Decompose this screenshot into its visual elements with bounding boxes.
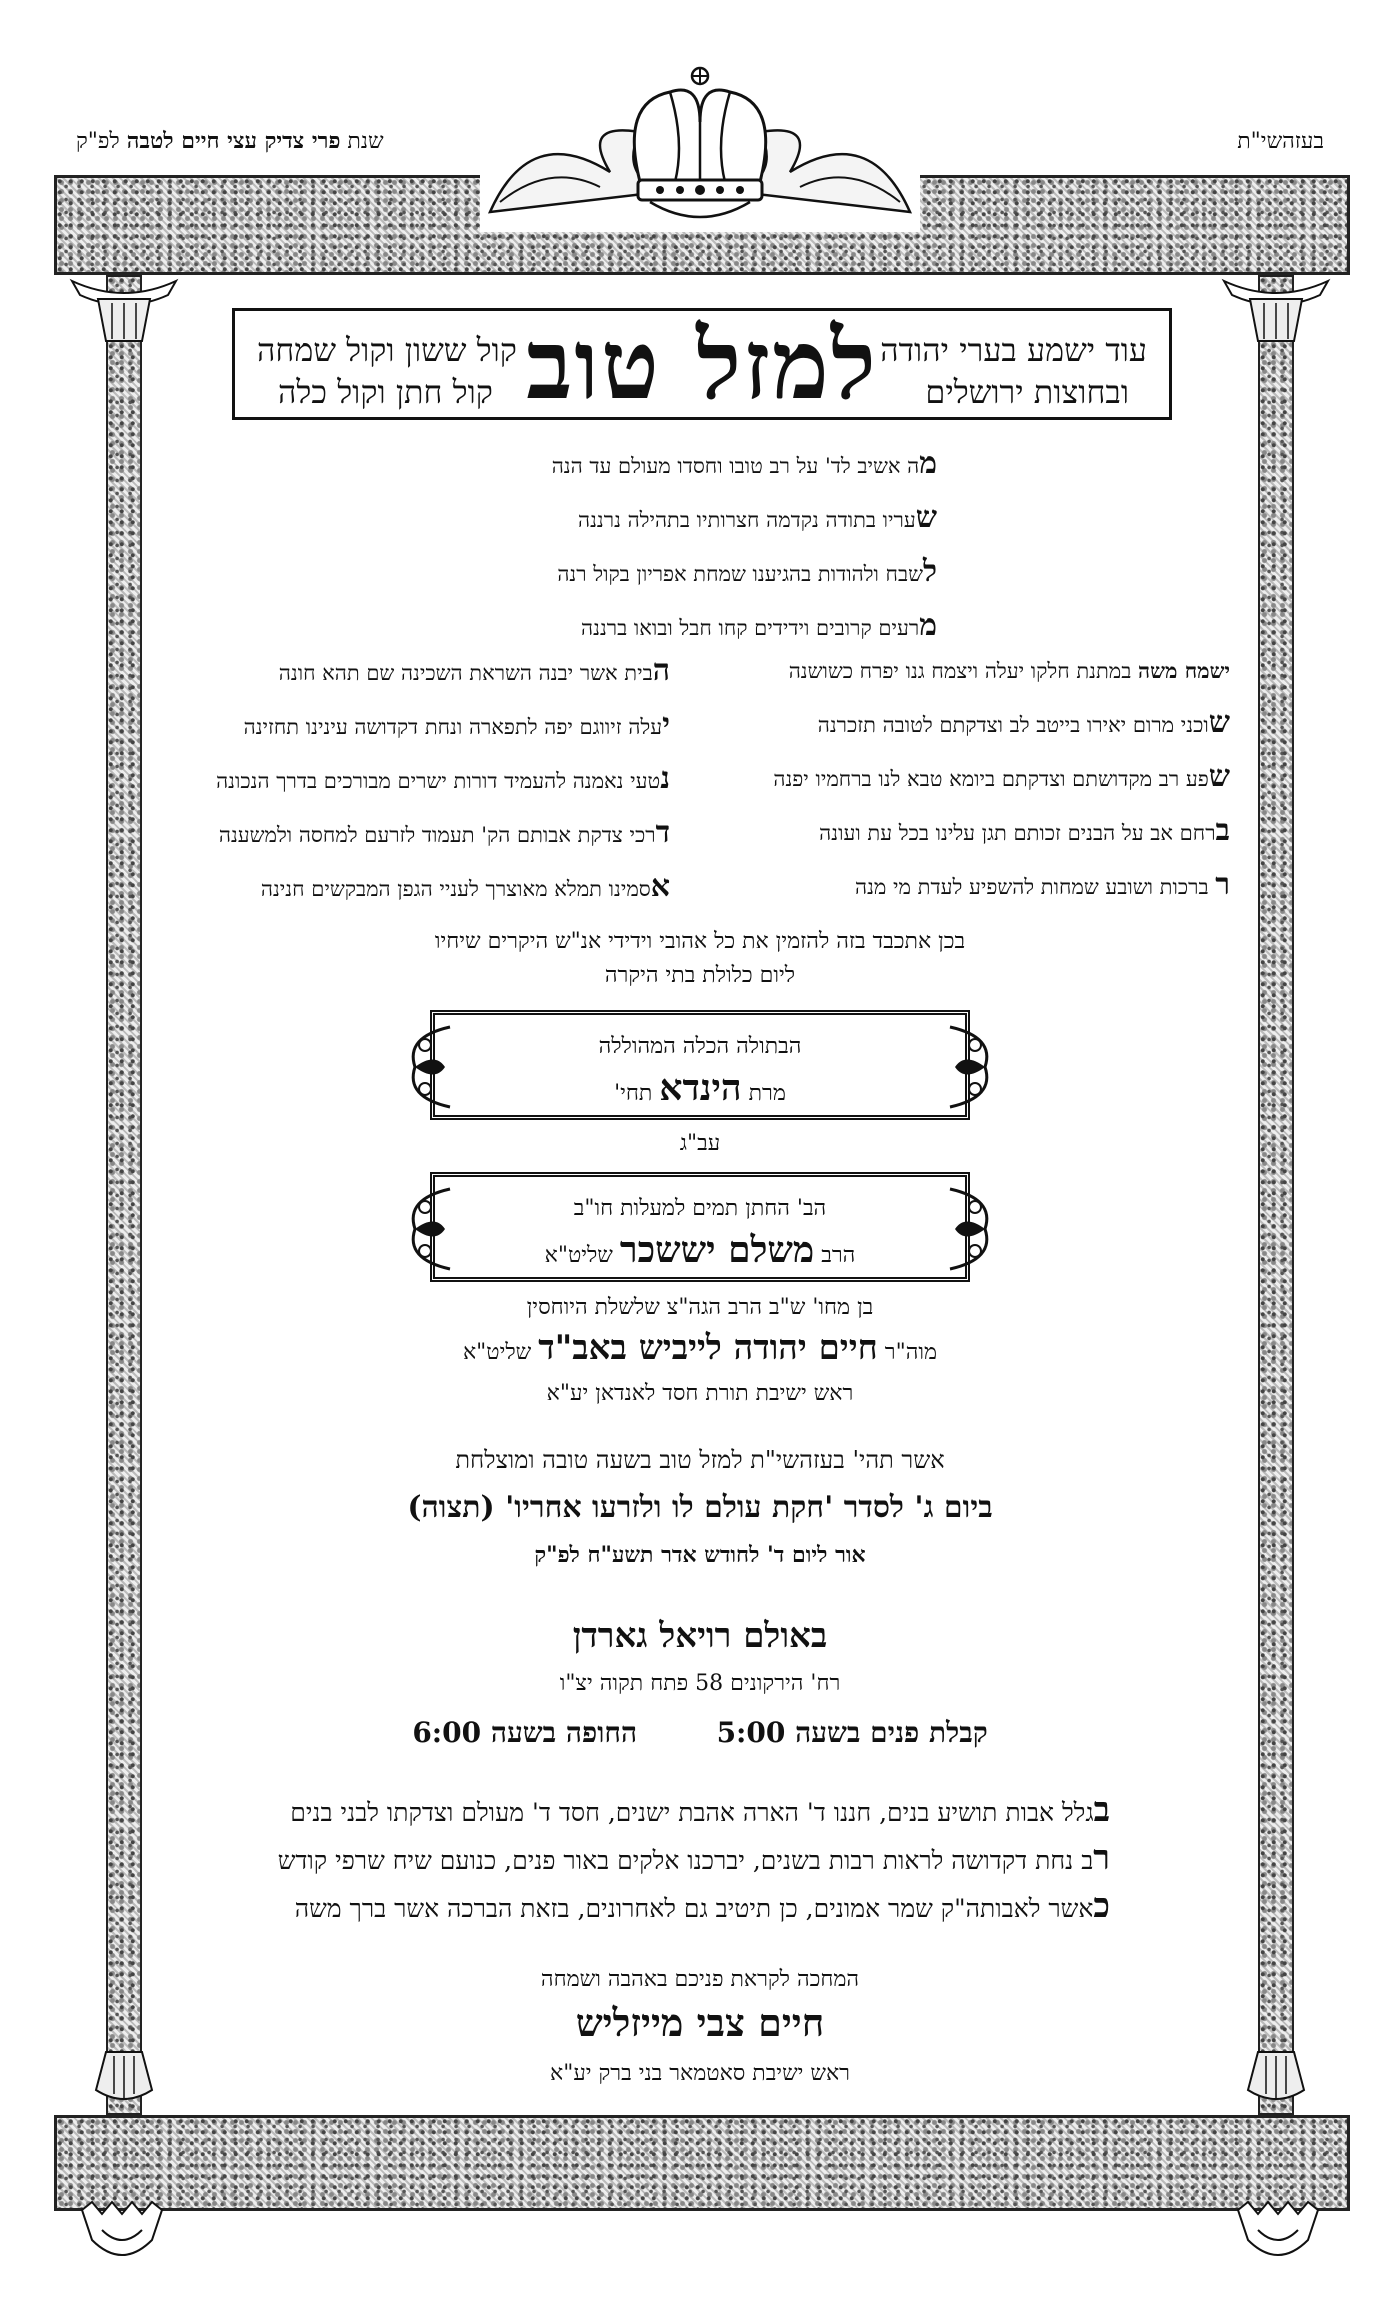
blessing-initial: ר xyxy=(1093,1838,1110,1878)
poem-text: שבח ולהודות בהגיענו שמחת אפריון בקול רנה xyxy=(557,562,923,586)
poem-text: עריו בתודה נקדמה חצרותיו בתהילה נרננה xyxy=(578,508,916,532)
corner-header-right: בעזהשי"ת xyxy=(1237,129,1324,154)
ab-g-label: עב"ג xyxy=(679,1131,721,1156)
left-foot-ornament xyxy=(72,2200,172,2270)
corner-year-prefix: שנת xyxy=(347,129,384,154)
father-name-line xyxy=(0,1328,1400,1368)
poem-line xyxy=(773,645,1230,697)
groom-suffix: שליט"א xyxy=(544,1243,613,1268)
groom-name: משלם יששכר xyxy=(619,1229,815,1271)
poem-text: בית אשר יבנה השראת השכינה שם תהא חונה xyxy=(278,661,653,685)
poem-text: רחם אב על הבנים זכותם תגן עלינו בכל עת ועונה xyxy=(819,821,1216,845)
invite-line1: בכן אתכבד בזה להזמין את כל אהובי וידידי אנ"ש היקרים שיחיו xyxy=(434,929,966,954)
poem-line xyxy=(552,438,937,492)
bride-name-line xyxy=(435,1067,965,1109)
poem-line xyxy=(216,699,670,753)
header-left-verse xyxy=(257,329,517,413)
groom-box xyxy=(430,1172,970,1282)
poem-line xyxy=(773,859,1230,913)
poem-text: טעי נאמנה להעמיד דורות ישרים מבורכים בדרך הנכונה xyxy=(216,769,661,793)
bride-prefix: מרת xyxy=(748,1081,786,1106)
reception-time: 5:00 xyxy=(716,1716,786,1749)
blessing-initial: ב xyxy=(1093,1790,1110,1830)
poem-line xyxy=(773,805,1230,859)
poem-initial: ש xyxy=(1208,759,1230,794)
blessing-text: גלל אבות תושיע בנים, חננו ד' הארה אהבת ישנים, חסד ד' מעולם וצדקתו לבני בנים xyxy=(290,1798,1094,1827)
poem-initial: ב xyxy=(1215,813,1230,848)
chuppah-label: החופה בשעה xyxy=(490,1716,638,1749)
right-capital-ornament xyxy=(1220,275,1332,345)
poem-line xyxy=(216,807,670,861)
poem-initial: מ xyxy=(919,608,937,643)
signature-line3: ראש ישיבת סאטמאר בני ברק יע"א xyxy=(550,2061,850,2086)
poem-right-column xyxy=(773,645,1230,913)
father-suffix: שליט"א xyxy=(462,1340,532,1365)
poem-initial: נ xyxy=(660,761,670,796)
corner-year-bold: פרי צדיק עצי חיים לטבה xyxy=(126,128,341,154)
poem-line xyxy=(773,697,1230,751)
father-name: חיים יהודה לייביש באב"ד xyxy=(538,1328,878,1368)
bride-suffix: תחי' xyxy=(614,1081,653,1106)
chuppah-time: 6:00 xyxy=(412,1716,482,1749)
poem-line xyxy=(216,753,670,807)
poem-initial: ר xyxy=(1215,867,1230,902)
poem-initial: מ xyxy=(919,446,937,481)
blessing-text: ב נחת דקדושה לראות רבות בשנים, יברכנו אלקים באור פנים, כנועם שיח שרפי קודש xyxy=(277,1846,1094,1875)
poem-initial: ש xyxy=(915,500,937,535)
groom-prefix: הרב xyxy=(821,1243,856,1268)
blessing-initial: כ xyxy=(1093,1886,1110,1926)
bottom-border-band xyxy=(54,2115,1350,2211)
poem-text: עלה זיווגם יפה לתפארה ונחת דקדושה עינינו תחזינה xyxy=(243,715,663,739)
event-venue: באולם רויאל גארדן xyxy=(572,1616,828,1656)
event-intro: אשר תהי' בעזהשי"ת למזל טוב בשעה טובה ומוצלחת xyxy=(455,1446,945,1474)
poem-text: ה אשיב לד' על רב טובו וחסדו מעולם עד הנה xyxy=(551,454,920,478)
blessing-text: אשר לאבותה"ק שמר אמונים, כן תיטיב גם לאחרונים, בזאת הברכה אשר ברך משה xyxy=(294,1894,1094,1923)
left-pillar xyxy=(106,275,142,2115)
header-right-line1: עוד ישמע בערי יהודה xyxy=(880,331,1147,369)
corner-year-suffix: לפ"ק xyxy=(76,129,120,154)
poem-text: פע רב מקדושתם וצדקתם ביומא טבא לנו ברחמיו יפנה xyxy=(773,767,1209,791)
bride-title: הבתולה הכלה המהוללה xyxy=(598,1034,802,1059)
event-address: רח' הירקונים 58 פתח תקוה יצ"ו xyxy=(559,1671,841,1696)
signature-line1: המחכה לקראת פניכם באהבה ושמחה xyxy=(540,1967,860,1992)
left-capital-ornament xyxy=(68,275,180,345)
poem-line xyxy=(216,861,670,915)
poem-initial: ישמח משה xyxy=(1138,658,1230,683)
header-left-line2: קול חתן וקול כלה xyxy=(278,373,493,411)
father-line1: בן מחו' ש"ב הרב הגה"צ שלשלת היוחסין xyxy=(526,1295,874,1320)
poem-top xyxy=(552,438,937,654)
poem-line xyxy=(552,546,937,600)
poem-line xyxy=(216,645,670,699)
crown-ornament xyxy=(470,62,930,232)
header-left-line1: קול ששון וקול שמחה xyxy=(257,331,517,369)
groom-title: הב' החתן תמים למעלות חו"ב xyxy=(573,1196,827,1221)
poem-initial: ש xyxy=(1208,705,1230,740)
header-title: למזל טוב xyxy=(526,308,878,421)
poem-line xyxy=(773,751,1230,805)
header-box xyxy=(232,308,1172,420)
poem-initial: י xyxy=(662,707,670,742)
reception-label: קבלת פנים בשעה xyxy=(795,1716,988,1749)
poem-text: וכני מרום יאירו בייטב לב וצדקתם לטובה תזכרנה xyxy=(817,713,1209,737)
poem-line xyxy=(552,492,937,546)
poem-initial: ד xyxy=(655,815,670,850)
blessing-line xyxy=(295,1886,1110,1926)
groom-name-line xyxy=(435,1229,965,1271)
right-pillar xyxy=(1258,275,1294,2115)
poem-text: רעים קרובים וידידים קחו חבל ובואו ברננה xyxy=(581,616,920,640)
right-foot-ornament xyxy=(1228,2200,1328,2270)
father-line3: ראש ישיבת תורת חסד לאנדאן יע"א xyxy=(546,1381,854,1406)
blessing-line xyxy=(290,1790,1110,1830)
bride-box xyxy=(430,1010,970,1120)
corner-header-left xyxy=(76,128,384,154)
father-prefix: מוה"ר xyxy=(884,1340,938,1365)
event-date: ביום ג' לסדר 'חקת עולם לו ולזרעו אחריו' (תצוה) xyxy=(407,1490,993,1525)
poem-initial: ל xyxy=(922,554,937,589)
poem-text: רכי צדקת אבותם הק' תעמוד לזרעם למחסה ולמשענה xyxy=(218,823,656,847)
event-hebrew-date: אור ליום ד' לחודש אדר תשע"ח לפ"ק xyxy=(534,1542,866,1568)
poem-text: ברכות ושובע שמחות להשפיע לעדת מי מנה xyxy=(855,875,1216,899)
header-right-line2: ובחוצות ירושלים xyxy=(925,373,1129,411)
poem-text: סמינו תמלא מאוצרך לעניי הגפן המבקשים חנינה xyxy=(260,877,651,901)
signature-name: חיים צבי מייזליש xyxy=(575,2000,825,2045)
event-times xyxy=(0,1716,1400,1750)
poem-initial: ה xyxy=(652,653,670,688)
poem-left-column xyxy=(216,645,670,915)
poem-initial: א xyxy=(650,869,670,904)
invite-line2: ליום כלולת בתי היקרה xyxy=(604,963,796,988)
blessing-line xyxy=(278,1838,1110,1878)
poem-text: במתנת חלקו יעלה ויצמח גנו יפרח כשושנה xyxy=(788,659,1139,683)
bride-name: הינדא xyxy=(659,1067,742,1109)
